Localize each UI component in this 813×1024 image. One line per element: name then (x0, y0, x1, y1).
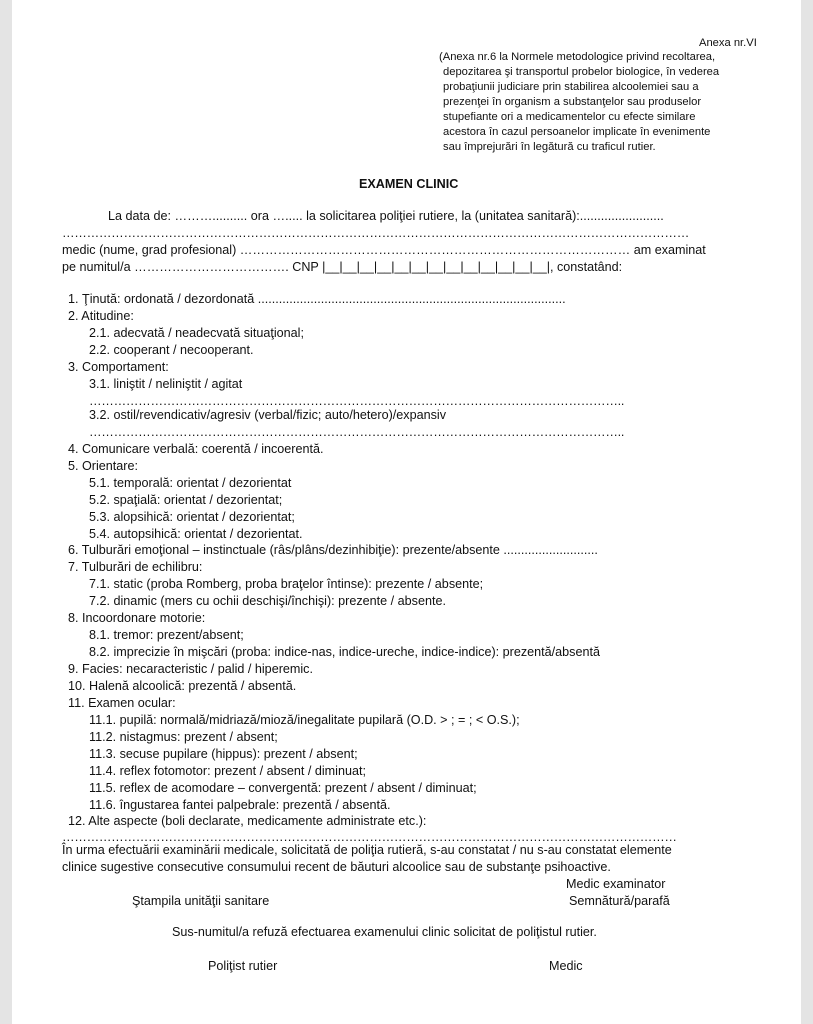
annex-header-line: sau împrejurări în legătură cu traficul rutier. (443, 141, 656, 153)
item-tinuta: 1. Ţinută: ordonată / dezordonată ........................................................................................ (68, 292, 566, 306)
dotted-line: …………………………………………………………………………………………………………………………………… (62, 830, 677, 844)
medic-examinator-label: Medic examinator (566, 877, 666, 891)
document-title: EXAMEN CLINIC (359, 177, 459, 191)
item-tulburari-emotionale: 6. Tulburări emoţional – instinctuale (râs/plâns/dezinhibiţie): prezente/absente ........................... (68, 543, 598, 557)
subitem: 3.1. liniştit / neliniştit / agitat (89, 377, 243, 391)
item-facies: 9. Facies: necaracteristic / palid / hiperemic. (68, 662, 313, 676)
subitem: 3.2. ostil/revendicativ/agresiv (verbal/fizic; auto/hetero)/expansiv (89, 408, 446, 422)
item-alte-aspecte: 12. Alte aspecte (boli declarate, medicamente administrate etc.): (68, 814, 427, 828)
refuz-statement: Sus-numitul/a refuză efectuarea examenului clinic solicitat de poliţistul rutier. (172, 925, 597, 939)
subitem: 11.1. pupilă: normală/midriază/mioză/inegalitate pupilară (O.D. > ; = ; < O.S.); (89, 713, 520, 727)
dotted-line: ………………………………………………………………………………………………………………….. (89, 425, 625, 439)
annex-header-line: acestora în cazul persoanelor implicate în evenimente (443, 126, 711, 138)
annex-header-line: stupefiante ori a medicamentelor cu efecte similare (443, 111, 696, 123)
stampila-label: Ştampila unităţii sanitare (132, 894, 270, 908)
subitem: 8.2. imprecizie în mişcări (proba: indice-nas, indice-ureche, indice-indice): prezentă/absentă (89, 645, 600, 659)
semnatura-label: Semnătură/parafă (569, 894, 670, 908)
document-page (12, 0, 801, 1024)
item-examen-ocular: 11. Examen ocular: (68, 696, 176, 710)
item-halena: 10. Halenă alcoolică: prezentă / absentă. (68, 679, 297, 693)
subitem: 5.3. alopsihică: orientat / dezorientat; (89, 510, 295, 524)
annex-header-line: prezenţei în organism a substanţelor sau produselor (443, 96, 702, 108)
subitem: 2.2. cooperant / necooperant. (89, 343, 254, 357)
annex-header-line: (Anexa nr.6 la Normele metodologice privind recoltarea, (439, 51, 716, 63)
subitem: 5.2. spaţială: orientat / dezorientat; (89, 493, 283, 507)
item-atitudine: 2. Atitudine: (68, 309, 134, 323)
item-comportament: 3. Comportament: (68, 360, 169, 374)
intro-cnp-line: pe numitul/a ………………………………. CNP |__|__|__|__|__|__|__|__|__|__|__|__|__|, constatând: (62, 260, 623, 274)
item-comunicare: 4. Comunicare verbală: coerentă / incoerentă. (68, 442, 324, 456)
subitem: 2.1. adecvată / neadecvată situaţional; (89, 326, 304, 340)
subitem: 5.1. temporală: orientat / dezorientat (89, 476, 292, 490)
dotted-line: ………………………………………………………………………………………………………………….. (89, 394, 625, 408)
politist-label: Poliţist rutier (208, 959, 278, 973)
medic-label: Medic (549, 959, 583, 973)
item-orientare: 5. Orientare: (68, 459, 138, 473)
page-edge-left (0, 0, 12, 1024)
subitem: 11.5. reflex de acomodare – convergentă: prezent / absent / diminuat; (89, 781, 477, 795)
subitem: 5.4. autopsihică: orientat / dezorientat. (89, 527, 303, 541)
subitem: 7.1. static (proba Romberg, proba braţelor întinse): prezente / absente; (89, 577, 484, 591)
item-incoordonare: 8. Incoordonare motorie: (68, 611, 206, 625)
conclusion-line: clinice sugestive consecutive consumului recent de băuturi alcoolice sau de substanţe psihoactive. (62, 860, 611, 874)
annex-header-line: probaţiunii judiciare prin stabilirea alcoolemiei sau a (443, 81, 699, 93)
intro-medic-line: medic (nume, grad profesional) ………………………………………………………………………………… am examinat (62, 243, 706, 257)
subitem: 11.6. îngustarea fantei palpebrale: prezentă / absentă. (89, 798, 391, 812)
conclusion-line: În urma efectuării examinării medicale, solicitată de poliţia rutieră, s-au constatat / nu s-au constatat elemente (62, 843, 672, 857)
annex-header-line: depozitarea şi transportul probelor biologice, în vederea (443, 66, 720, 78)
subitem: 8.1. tremor: prezent/absent; (89, 628, 244, 642)
subitem: 7.2. dinamic (mers cu ochii deschişi/închişi): prezente / absente. (89, 594, 446, 608)
subitem: 11.3. secuse pupilare (hippus): prezent / absent; (89, 747, 358, 761)
subitem: 11.4. reflex fotomotor: prezent / absent / diminuat; (89, 764, 366, 778)
annex-number: Anexa nr.VI (699, 37, 757, 49)
intro-date-line: La data de: ……….......... ora …..... la solicitarea poliţiei rutiere, la (unitatea sanitară):........................ (108, 209, 664, 223)
intro-dotted-line: ……………………………………………………………………………………………………………………………………… (62, 226, 689, 240)
subitem: 11.2. nistagmus: prezent / absent; (89, 730, 278, 744)
page-edge-right (801, 0, 813, 1024)
item-echilibru: 7. Tulburări de echilibru: (68, 560, 203, 574)
